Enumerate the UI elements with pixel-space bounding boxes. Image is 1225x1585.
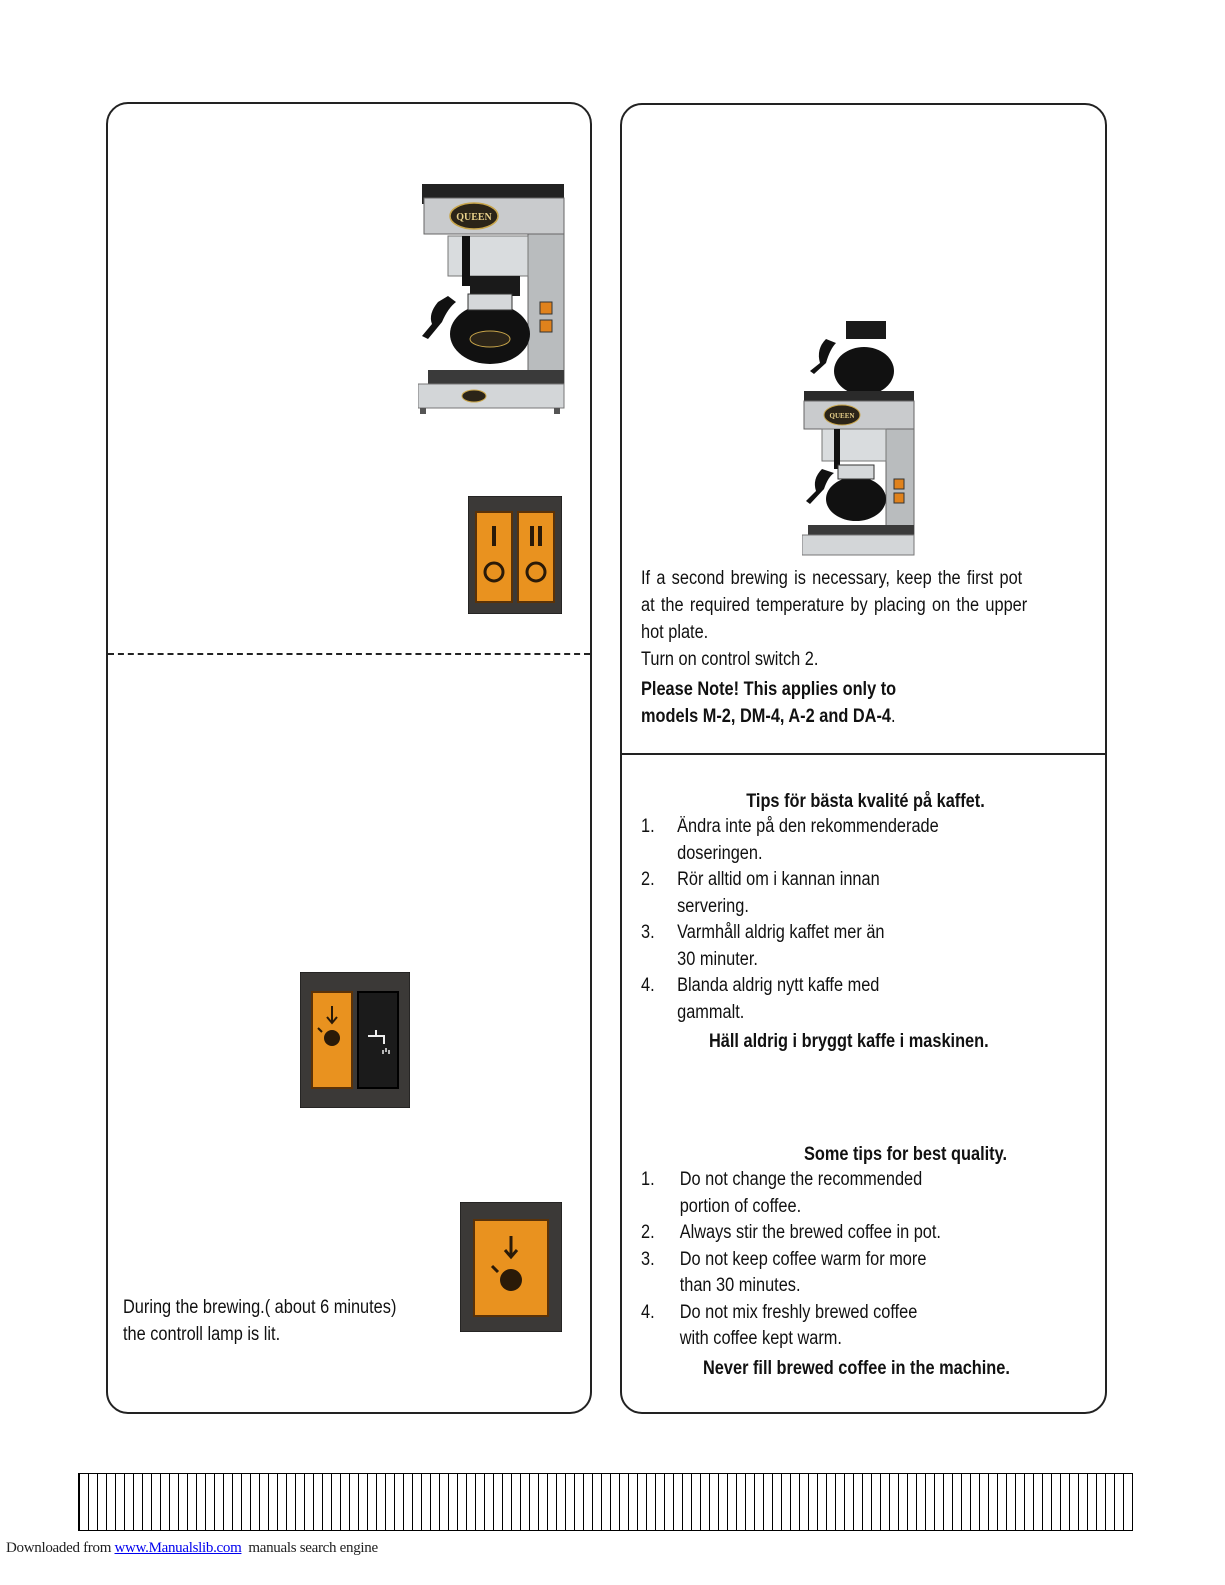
list-item-text: with coffee kept warm. [679, 1328, 842, 1349]
list-item-text: than 30 minutes. [679, 1275, 801, 1296]
list-item [641, 973, 939, 1026]
list-item-text: Always stir the brewed coffee in pot. [679, 1222, 941, 1243]
list-item-number: 3. [641, 922, 655, 943]
footer-suffix: manuals search engine [241, 1540, 378, 1556]
list-item-text: Rör alltid om i kannan innan [677, 869, 880, 890]
second-brewing-line-1: If a second brewing is necessary, keep the first pot [641, 568, 1023, 589]
please-note-line-2 [641, 703, 896, 730]
please-note-models: models M-2, DM-4, A-2 and DA-4 [641, 706, 891, 727]
coffee-machine-upper-plate-image [802, 319, 918, 559]
brewing-lamp-image [460, 1202, 562, 1332]
second-brewing-line-3: hot plate. [641, 622, 709, 643]
brand-logo-text-small: QUEEN [829, 412, 855, 420]
list-item [641, 1300, 941, 1353]
list-item [641, 1220, 941, 1247]
list-item-text: Do not change the recommended [679, 1169, 923, 1190]
list-item [641, 867, 939, 920]
list-item [641, 1167, 941, 1220]
section-divider-dashed [108, 653, 590, 655]
right-panel [620, 103, 1107, 1414]
brewing-note-line-1: During the brewing.( about 6 minutes) [123, 1297, 397, 1318]
manualslib-link[interactable]: www.Manualslib.com [114, 1540, 242, 1556]
second-brewing-line-4: Turn on control switch 2. [641, 649, 819, 670]
list-item-number: 3. [641, 1248, 655, 1270]
list-item-text: doseringen. [677, 842, 763, 864]
left-panel [106, 102, 592, 1414]
list-item [641, 920, 939, 973]
footer-prefix: Downloaded from [6, 1540, 115, 1556]
brew-switch-image [300, 972, 410, 1108]
tips-sv-list [641, 814, 939, 1026]
list-item-number: 2. [641, 869, 655, 890]
list-item [641, 814, 939, 867]
list-item-text: 30 minuter. [677, 948, 758, 970]
section-divider-solid [622, 753, 1105, 755]
coffee-machine-image [418, 184, 568, 414]
list-item-text: Blanda aldrig nytt kaffe med [677, 975, 880, 996]
tips-en-list [641, 1167, 941, 1353]
list-item-number: 4. [641, 975, 655, 996]
brand-logo-text: QUEEN [456, 212, 492, 223]
list-item-number: 4. [641, 1301, 655, 1323]
list-item-number: 1. [641, 816, 655, 837]
footer-credit [6, 1540, 378, 1557]
list-item-text: Do not mix freshly brewed coffee [679, 1301, 918, 1323]
please-note-line-1: Please Note! This applies only to [641, 679, 897, 700]
please-note-period: . [890, 706, 896, 727]
list-item [641, 1247, 941, 1300]
tips-sv-title: Tips för bästa kvalité på kaffet. [746, 791, 985, 812]
list-item-text: gammalt. [677, 1001, 745, 1023]
tips-sv-warning: Häll aldrig i bryggt kaffe i maskinen. [709, 1031, 989, 1052]
list-item-text: Do not keep coffee warm for more [679, 1248, 927, 1270]
list-item-number: 1. [641, 1169, 655, 1190]
brewing-note-line-2: the controll lamp is lit. [123, 1324, 281, 1345]
second-brewing-line-2: at the required temperature by placing on the upper [641, 595, 1028, 616]
list-item-text: Ändra inte på den rekommenderade [677, 816, 939, 837]
tips-en-title: Some tips for best quality. [803, 1144, 1008, 1165]
power-switches-image [468, 496, 562, 614]
list-item-number: 2. [641, 1222, 655, 1243]
tips-en-warning: Never fill brewed coffee in the machine. [703, 1358, 1010, 1379]
list-item-text: Varmhåll aldrig kaffet mer än [677, 922, 885, 943]
footer-stripe-bar [78, 1473, 1133, 1531]
list-item-text: servering. [677, 895, 749, 917]
list-item-text: portion of coffee. [679, 1195, 802, 1217]
